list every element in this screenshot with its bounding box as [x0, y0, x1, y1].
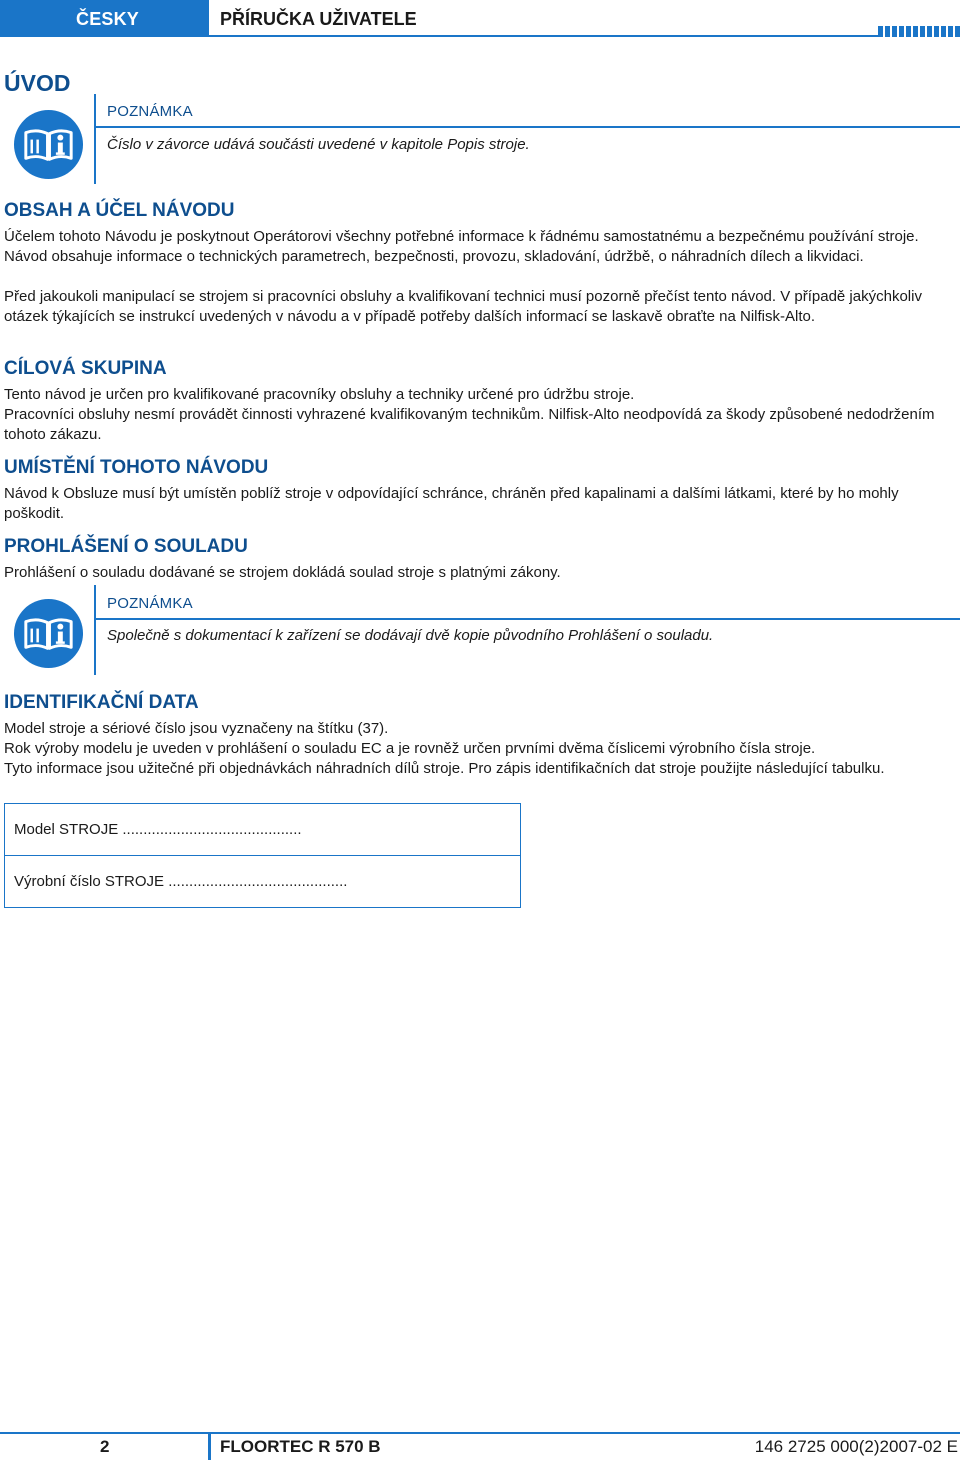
- machine-model: FLOORTEC R 570 B: [220, 1437, 381, 1456]
- note-divider: [94, 585, 96, 675]
- heading-conformity: PROHLÁŠENÍ O SOULADU: [4, 536, 248, 557]
- identification-line-2: Rok výroby modelu je uveden v prohlášení o souladu EC a je rovněž určen prvními dvěma číslicemi výrobního čísla stroje.: [4, 740, 816, 757]
- document-title: PŘÍRUČKA UŽIVATELE: [220, 9, 417, 29]
- note-text: Číslo v závorce udává součásti uvedené v kapitole Popis stroje.: [107, 136, 530, 153]
- heading-intro: ÚVOD: [4, 70, 71, 96]
- page-number: 2: [100, 1437, 110, 1456]
- model-row[interactable]: Model STROJE ...........................................: [5, 804, 520, 856]
- heading-identification: IDENTIFIKAČNÍ DATA: [4, 692, 199, 713]
- note-label: POZNÁMKA: [107, 103, 193, 120]
- note-text: Společně s dokumentací k zařízení se dodávají dvě kopie původního Prohlášení o souladu.: [107, 627, 714, 644]
- target-paragraph-1: Tento návod je určen pro kvalifikované pracovníky obsluhy a techniky určené pro údržbu stroje.: [4, 386, 635, 403]
- book-info-icon: [13, 598, 84, 669]
- header-decoration: [878, 26, 960, 37]
- note-rule: [94, 126, 960, 128]
- footer-divider: [208, 1432, 211, 1460]
- note-divider: [94, 94, 96, 184]
- conformity-paragraph: Prohlášení o souladu dodávané se strojem dokládá soulad stroje s platnými zákony.: [4, 564, 561, 581]
- document-code: 146 2725 000(2)2007-02 E: [754, 1437, 958, 1456]
- heading-target-group: CÍLOVÁ SKUPINA: [4, 358, 167, 379]
- location-paragraph: Návod k Obsluze musí být umístěn poblíž stroje v odpovídající schránce, chráněn před kapalinami a dalšími látkami, které by ho mohly poškodit.: [4, 485, 899, 522]
- heading-purpose: OBSAH A ÚČEL NÁVODU: [4, 200, 235, 221]
- purpose-paragraph-2: Před jakoukoli manipulací se strojem si pracovníci obsluhy a kvalifikovaní technici musí pozorně přečíst tento návod. V případě jakýchkoliv otázek týkajících se instrukcí uvedených v návodu a v případě potřeby dalších informací se laskavě obraťte na Nilfisk-Alto.: [4, 288, 922, 325]
- purpose-paragraph-1: Účelem tohoto Návodu je poskytnout Operátorovi všechny potřebné informace k řádnému samostatnému a bezpečnému používání stroje. Návod obsahuje informace o technických parametrech, bezpečnosti, provozu, skladování, údržbě, o náhradních dílech a likvidaci.: [4, 228, 919, 265]
- footer-rule: [0, 1432, 960, 1434]
- serial-number-row[interactable]: Výrobní číslo STROJE ...........................................: [14, 873, 348, 890]
- heading-location: UMÍSTĚNÍ TOHOTO NÁVODU: [4, 457, 269, 478]
- book-info-icon: [13, 109, 84, 180]
- identification-line-1: Model stroje a sériové číslo jsou vyznačeny na štítku (37).: [4, 720, 389, 737]
- target-paragraph-2: Pracovníci obsluhy nesmí provádět činnosti vyhrazené kvalifikovaným technikům. Nilfisk-Alto neodpovídá za škody způsobené nedodržením tohoto zákazu.: [4, 406, 935, 443]
- language-tab: ČESKY: [0, 0, 209, 37]
- identification-line-3: Tyto informace jsou užitečné při objednávkách náhradních dílů stroje. Pro zápis identifikačních dat stroje použijte následující tabulku.: [4, 760, 885, 777]
- note-label: POZNÁMKA: [107, 595, 193, 612]
- note-rule: [94, 618, 960, 620]
- header-rule: [209, 35, 960, 37]
- identification-table: [4, 803, 521, 908]
